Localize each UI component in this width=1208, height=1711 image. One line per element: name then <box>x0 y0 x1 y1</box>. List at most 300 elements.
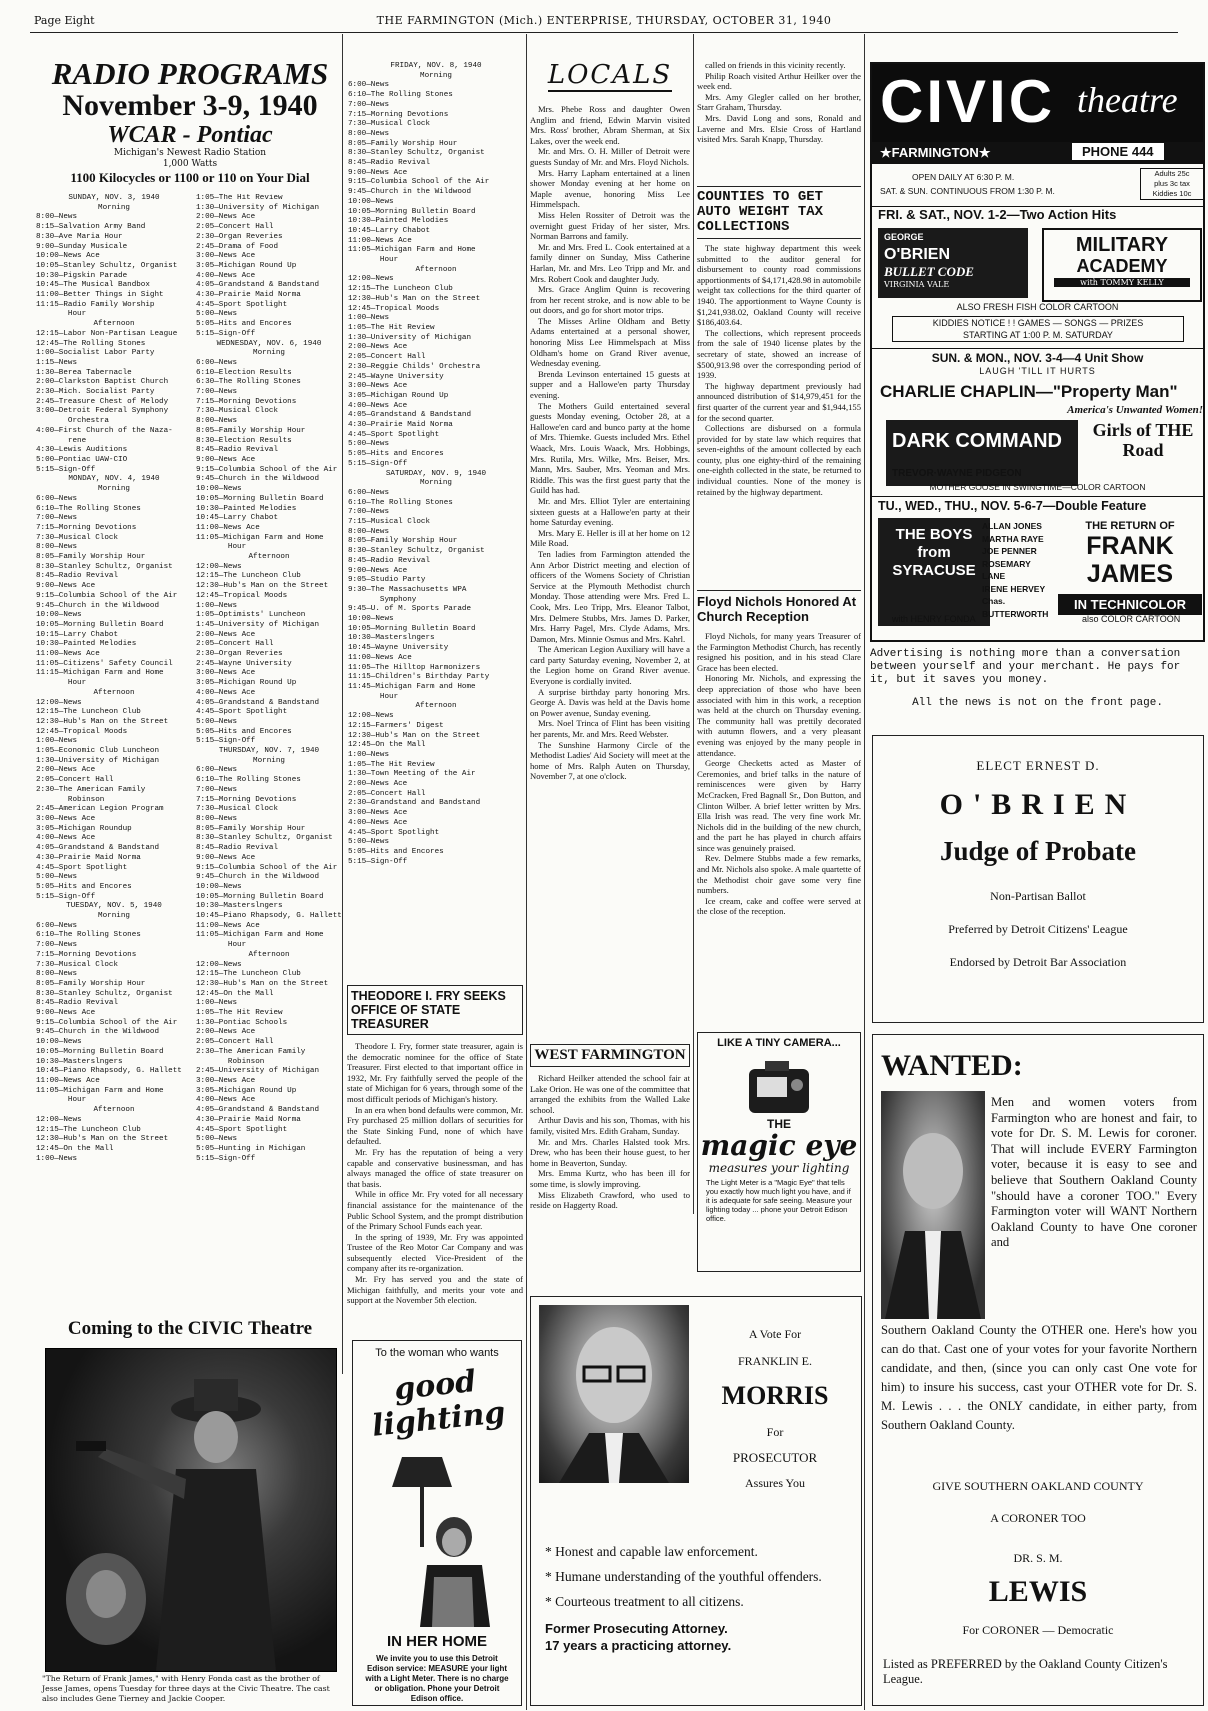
schedule-item: 8:00—News <box>36 213 78 222</box>
schedule-item: 10:30—Painted Melodies <box>36 640 137 649</box>
schedule-column-a <box>36 194 192 1304</box>
schedule-item: 6:00—News <box>196 358 238 367</box>
return-frank-james: THE RETURN OF FRANK JAMES IN TECHNICOLOR <box>1058 520 1202 615</box>
schedule-item: 5:00—News <box>348 440 390 449</box>
schedule-item: 12:00—News <box>36 1115 82 1124</box>
schedule-item: 6:00—News <box>348 488 390 497</box>
civic-laugh: LAUGH 'TILL IT HURTS <box>979 366 1096 376</box>
schedule-item: 10:00—News <box>348 197 394 206</box>
schedule-item: 7:15—Morning Devotions <box>36 523 137 532</box>
schedule-item: 9:00—News Ace <box>348 168 408 177</box>
schedule-item: 5:15—Sign-Off <box>196 1154 256 1163</box>
civic-chaplin: CHARLIE CHAPLIN—"Property Man" <box>880 382 1178 401</box>
schedule-item: 12:15—Farmers' Digest <box>348 721 444 730</box>
schedule-item: 2:30—The American Family <box>36 785 146 794</box>
schedule-item: 2:05—Concert Hall <box>348 789 426 798</box>
radio-dial: 1100 Kilocycles or 1100 or 110 on Your Dial <box>70 170 310 185</box>
civic-banner <box>872 64 1203 142</box>
schedule-item: 9:15—Columbia School of the Air <box>36 591 178 600</box>
paragraph: Honoring Mr. Nichols, and expressing the deep appreciation of those who have been associated with him in this work, a reception was held at the church on Thursday evening. The community hall was prettily decorated with autumn flowers, and a very pleasant evening was enjoyed by the many people in attendance. <box>697 673 861 758</box>
light-meter-icon <box>739 1055 819 1117</box>
schedule-item: 8:00—News <box>348 129 390 138</box>
paragraph: The Mothers Guild entertained several guests Monday evening, October 28, at a Hallowe'en card and bunco party at the home of Mrs. Thiemke. Guests included Mrs. Ethel Waack, Mrs. Louis Waack, Mrs. Hobbings, Mrs. Rutila, Mrs. Wilke, Mrs. Beiser, Mrs. Mann, Mrs. Sauber, Mrs. Yeoman and Mrs. Riddle. This was the first guest party that the Guild has had. <box>530 400 690 496</box>
schedule-period: Morning <box>420 479 452 488</box>
schedule-item: 5:00—Pontiac UAW-CIO <box>36 455 128 464</box>
schedule-item: 6:00—News <box>348 81 390 90</box>
wanted-p2: Southern Oakland County the OTHER one. Here's how you can do that. Cast one of your votes for your favorite Northern candidate, and then, (since you can only cast One vote for him) to insure his success, cast your OTHER vote for Dr. S. M. Lewis . . . the ONLY candidate, in either party, from Southern Oakland County. <box>881 1323 1197 1432</box>
schedule-item: 11:05—Michigan Farm and Home <box>196 533 324 542</box>
schedule-item: 8:05—Family Worship Hour <box>196 824 306 833</box>
schedule-item: 2:30—Reggie Childs' Orchestra <box>348 362 481 371</box>
west-farmington-body <box>530 1073 690 1211</box>
paragraph: Philip Roach visited Arthur Heilker over the week end. <box>697 70 861 92</box>
schedule-item: 11:00—News Ace <box>36 1076 100 1085</box>
schedule-item: 8:05—Family Worship Hour <box>196 426 306 435</box>
schedule-item: 2:45—Drama of Food <box>196 242 279 251</box>
paragraph: Mrs. Harry Lapham entertained at a linen shower Monday evening at her home on Maple avenue, honoring Miss Lee Himmelspach. <box>530 167 690 210</box>
obrien-end: Endorsed by Detroit Bar Association <box>949 955 1127 969</box>
morris-bullet-1: * Honest and capable law enforcement. <box>545 1544 758 1559</box>
news-not-front-page: All the news is not on the front page. <box>912 697 1163 709</box>
woman-lamp-illustration-icon <box>382 1447 492 1627</box>
schedule-item: 1:30—University of Michigan <box>348 333 472 342</box>
civic-town-row <box>872 142 1203 164</box>
schedule-period: Afternoon <box>248 950 290 959</box>
schedule-item: 5:15—Sign-Off <box>348 459 408 468</box>
schedule-item: 11:15—Radio Family Worship <box>36 300 155 309</box>
morris-office: PROSECUTOR <box>732 1450 818 1465</box>
civic-kiddies: KIDDIES NOTICE ! ! GAMES — SONGS — PRIZES STARTING AT 1:00 P. M. SATURDAY <box>892 316 1184 342</box>
schedule-item: 7:30—Musical Clock <box>196 805 279 814</box>
obrien-name: O'BRIEN <box>939 788 1137 821</box>
schedule-item: 4:45—Sport Spotlight <box>196 1125 288 1134</box>
civic-hours: OPEN DAILY AT 6:30 P. M. SAT. & SUN. CONTINUOUS FROM 1:30 P. M. Adults 25c plus 3c tax Kiddies 10c <box>872 168 1203 202</box>
paragraph: Mrs. Emma Kurtz, who has been ill for some time, is slowly improving. <box>530 1168 690 1189</box>
schedule-item: 6:30—The Rolling Stones <box>196 378 301 387</box>
schedule-item: 2:30—Organ Reveries <box>196 650 283 659</box>
schedule-item: 5:15—Sign-Off <box>348 857 408 866</box>
schedule-item: 2:00—News Ace <box>196 630 256 639</box>
schedule-item: 5:00—News <box>36 873 78 882</box>
schedule-item: 12:45—The Rolling Stones <box>36 339 146 348</box>
schedule-item: 8:45—Radio Revival <box>36 999 119 1008</box>
morris-ad <box>530 1296 862 1706</box>
paragraph: In an era when bond defaults were common, Mr. Fry purchased 25 million dollars of securities for the State Sinking Fund, none of which have defaulted. <box>347 1104 523 1147</box>
paragraph: The highway department previously had announced distribution of $14,979,451 for the first quarter of the current year and $1,944,155 for the second quarter. <box>697 380 861 423</box>
civic-fish: ALSO FRESH FISH COLOR CARTOON <box>956 302 1119 312</box>
schedule-item: 2:00—News Ace <box>348 780 408 789</box>
schedule-item: 2:45—American Legion Program <box>36 805 164 814</box>
schedule-item: 12:30—Hub's Man on the Street <box>196 979 329 988</box>
schedule-item: 1:05—The Hit Review <box>348 323 435 332</box>
schedule-item: 12:30—Hub's Man on the Street <box>196 582 329 591</box>
civic-theatre-word: theatre <box>1077 80 1178 120</box>
schedule-item: 8:45—Radio Revival <box>196 446 279 455</box>
radio-watts: 1,000 Watts <box>162 159 218 169</box>
schedule-item: 6:10—Election Results <box>196 368 292 377</box>
schedule-column-c <box>348 62 524 992</box>
civic-name: CIVIC <box>880 68 1056 135</box>
schedule-period: Morning <box>253 349 285 358</box>
schedule-item: 12:15—Labor Non-Partisan League <box>36 329 178 338</box>
schedule-item: 11:00—News Ace <box>348 653 412 662</box>
schedule-day: SATURDAY, NOV. 9, 1940 <box>385 469 487 478</box>
paragraph: Miss Helen Rossiter of Detroit was the overnight guest Friday of her sister, Mrs. Norman Barrons and family. <box>530 209 690 242</box>
schedule-item: 2:05—Concert Hall <box>196 1038 274 1047</box>
schedule-item: 7:00—News <box>36 941 78 950</box>
radio-title: RADIO PROGRAMS <box>51 58 329 91</box>
cowboy-figure-icon <box>46 1349 336 1671</box>
schedule-item: 11:00—News Ace <box>348 236 412 245</box>
obrien-ballot: Non-Partisan Ballot <box>990 889 1086 903</box>
schedule-item: 9:45—Church in the Wildwood <box>196 873 320 882</box>
schedule-period: Morning <box>420 71 452 80</box>
paragraph: Mr. Fry has served you and the state of Michigan faithfully, and merits your vote and support at the November 5th election. <box>347 1274 523 1306</box>
schedule-item: 10:05—Stanley Schultz, Organist <box>36 261 178 270</box>
schedule-item: 7:15—Musical Clock <box>348 518 431 527</box>
paragraph: Mrs. Phebe Ross and daughter Owen Anglim and friend, Edwin Marvin visited Mrs. Ross' brother, Abram Sherman, at Six Lakes, over the week end. <box>530 104 690 146</box>
schedule-item: Hour <box>348 256 399 265</box>
schedule-item: 5:05—Hits and Encores <box>36 882 132 891</box>
schedule-item: 8:00—News <box>36 543 78 552</box>
schedule-item: 11:45—Michigan Farm and Home <box>348 683 476 691</box>
civic-sun: SUN. & MON., NOV. 3-4—4 Unit Show <box>872 348 1203 365</box>
schedule-item: 8:15—Salvation Army Band <box>36 223 146 232</box>
wanted-lewis: LEWIS <box>988 1575 1088 1608</box>
schedule-item: 4:45—Sport Spotlight <box>348 828 440 837</box>
civic-trevor: TREVOR·WAYNE PIDGEON <box>892 468 1022 479</box>
schedule-item: 5:05—Hits and Encores <box>196 727 292 736</box>
paragraph: Rev. Delmere Stubbs made a few remarks, and Mr. Nichols also spoke. A male quartette of the Methodist choir gave some very fine numbers. <box>697 853 861 896</box>
paragraph: Mrs. Mary E. Heller is ill at her home on 12 Mile Road. <box>530 527 690 549</box>
schedule-item: 2:05—Concert Hall <box>196 640 274 649</box>
cast-member: ALLAN JONES <box>982 521 1042 531</box>
schedule-item: 12:15—The Luncheon Club <box>196 970 301 979</box>
schedule-day: MONDAY, NOV. 4, 1940 <box>68 475 160 484</box>
schedule-item: 12:30—Hub's Man on the Street <box>36 717 169 726</box>
schedule-item: 4:05—Grandstand & Bandstand <box>196 698 320 707</box>
schedule-item: 12:45—Tropical Moods <box>36 727 128 736</box>
morris-l6: Assures You <box>744 1476 806 1490</box>
schedule-item: 4:45—Sport Spotlight <box>196 300 288 309</box>
page-number: Page Eight <box>34 14 95 27</box>
coming-caption: "The Return of Frank James," with Henry Fonda cast as the brother of Jesse James, opens Tuesday for three days at the Civic Theatre. The cast also includes Gene Tierney and Jackie Cooper. <box>42 1674 330 1703</box>
schedule-item: 8:00—News <box>348 527 390 536</box>
morris-l1: A Vote For <box>748 1327 802 1341</box>
schedule-item: 12:45—On the Mall <box>196 989 274 998</box>
schedule-item: 10:05—Morning Bulletin Board <box>196 892 324 901</box>
schedule-item: 11:05—Michigan Farm and Home <box>36 1086 164 1095</box>
schedule-item: 10:30—Painted Melodies <box>348 217 449 226</box>
column-rule <box>526 34 527 1710</box>
schedule-item: 12:00—News <box>348 712 394 721</box>
paragraph: Mr. and Mrs. Fred L. Cook entertained at a family dinner on Sunday, Miss Catherine Harlan, Mr. and Mrs. Leo Tripp and Mr. and Mrs. Robert Cook and daughter Judy. <box>530 241 690 284</box>
schedule-item: 8:45—Radio Revival <box>196 844 279 853</box>
schedule-item: 1:00—News <box>348 750 390 759</box>
column-rule <box>342 34 343 1374</box>
paragraph: While in office Mr. Fry voted for all necessary financial assistance for the maintenance of the Public School System, and the prompt distribution of the Primary School Funds each year. <box>347 1189 523 1232</box>
schedule-item: 4:00—News Ace <box>348 818 408 827</box>
schedule-item: 11:00—News Ace <box>196 523 260 532</box>
schedule-item: 6:10—The Rolling Stones <box>348 91 453 100</box>
schedule-item: 6:10—The Rolling Stones <box>36 504 141 513</box>
schedule-item: 10:05—Morning Bulletin Board <box>348 207 476 216</box>
schedule-item: 3:05—Michigan Round Up <box>196 261 297 270</box>
schedule-item: 8:30—Stanley Schultz, Organist <box>36 562 173 571</box>
schedule-item: 2:05—Concert Hall <box>196 223 274 232</box>
schedule-item: 7:30—Musical Clock <box>36 533 119 542</box>
schedule-item: 2:05—Concert Hall <box>348 353 426 362</box>
wanted-coroner: A CORONER TOO <box>990 1511 1086 1525</box>
counties-headline: COUNTIES TO GET AUTO WEIGHT TAX COLLECTIONS <box>697 186 861 239</box>
schedule-period: Afternoon <box>248 553 290 562</box>
schedule-item: 1:15—News <box>36 358 78 367</box>
schedule-item: 10:45—Wayne University <box>348 644 449 653</box>
nichols-headline: Floyd Nichols Honored At Church Reception <box>697 590 861 627</box>
schedule-item: 12:30—Hub's Man on the Street <box>348 731 481 740</box>
schedule-item: 1:05—The Hit Review <box>196 194 283 202</box>
wanted-dr: DR. S. M. <box>1013 1551 1063 1565</box>
schedule-item: 6:00—News <box>36 494 78 503</box>
schedule-item: 10:45—Larry Chabot <box>196 514 279 523</box>
schedule-item: 9:30—The Massachusetts WPA <box>348 585 467 594</box>
paragraph: Mr. and Mrs. Elliot Tyler are entertaining sixteen guests at a Hallowe'en party at their home Saturday evening. <box>530 495 690 528</box>
radio-station: WCAR - Pontiac <box>107 122 273 148</box>
paragraph: Mrs. Grace Anglim Quinn is recovering from her recent stroke, and is now able to be out doors, and go for short motor trips. <box>530 284 690 316</box>
schedule-item: 2:05—Concert Hall <box>36 776 114 785</box>
schedule-item: 4:00—First Church of the Naza- <box>36 426 173 435</box>
civic-unwanted: America's Unwanted Women! <box>1067 404 1203 416</box>
paragraph: Floyd Nichols, for many years Treasurer of the Farmington Methodist Church, has recently resigned his position, and in his stead Clare Grace has been elected. <box>697 631 861 673</box>
paragraph: Miss Elizabeth Crawford, who used to reside on Haggerty Road. <box>530 1189 690 1211</box>
morris-f1: Former Prosecuting Attorney. <box>545 1621 728 1636</box>
schedule-item: 5:05—Hits and Encores <box>348 847 444 856</box>
paragraph: The American Legion Auxiliary will have a card party Saturday evening, November 2, at the Legion home on Grand River avenue. Everyone is cordially invited. <box>530 644 690 687</box>
schedule-item: 12:00—News <box>196 960 242 969</box>
counties-article <box>697 186 861 526</box>
schedule-item: 9:45—U. of M. Sports Parade <box>348 605 472 614</box>
schedule-item: 6:00—News <box>196 766 238 775</box>
schedule-item: 8:45—Radio Revival <box>36 572 119 581</box>
schedule-item: 5:15—Sign-Off <box>196 737 256 746</box>
paragraph: In the spring of 1939, Mr. Fry was appointed Trustee of the Reo Motor Car Company and was subsequently elected Vice-President of the company after its re-organization. <box>347 1231 523 1274</box>
schedule-item: 1:30—University of Michigan <box>196 203 320 212</box>
schedule-day: SUNDAY, NOV. 3, 1940 <box>68 194 160 202</box>
schedule-item: 9:00—News Ace <box>348 566 408 575</box>
coming-heading: Coming to the CIVIC Theatre <box>67 1318 313 1339</box>
schedule-item: 2:00—News Ace <box>196 213 256 222</box>
schedule-item: 12:30—Hub's Man on the Street <box>348 294 481 303</box>
schedule-period: Afternoon <box>93 688 135 697</box>
schedule-item: Hour <box>36 1096 87 1105</box>
schedule-item: 3:05—Michigan Round Up <box>196 679 297 688</box>
schedule-item: 9:00—News Ace <box>196 455 256 464</box>
schedule-item: 5:00—News <box>196 1135 238 1144</box>
schedule-item: 1:00—News <box>196 601 238 610</box>
schedule-item: 10:00—News <box>196 882 242 891</box>
schedule-item: 2:30—Organ Reveries <box>196 232 283 241</box>
lighting-body: We invite you to use this Detroit Edison service: MEASURE your light with a Light Meter. There is no charge or obligation. Phone your Detroit Edison office. <box>365 1654 509 1703</box>
schedule-item: 7:15—Morning Devotions <box>36 950 137 959</box>
schedule-day: THURSDAY, NOV. 7, 1940 <box>218 747 320 756</box>
schedule-item: 5:05—Hits and Encores <box>196 320 292 329</box>
morris-l2: FRANKLIN E. <box>738 1354 812 1368</box>
schedule-period: Afternoon <box>415 702 457 711</box>
paragraph: George Checketts acted as Master of Ceremonies, and brief talks in the nature of reminiscences were given by Harry McCracken, Fred Bagnall Sr., Don Button, and Clinton Wilber. A brief letter written by Mrs. Ella Irish was read. The very fine work Mr. Nichols did in the building of the new church, and the part he has played in church affairs since was genuinely praised. <box>697 758 861 853</box>
schedule-item: 2:45—Wayne University <box>348 372 444 381</box>
nichols-article <box>697 590 861 1030</box>
fry-body <box>347 1041 523 1306</box>
schedule-item: 3:00—News Ace <box>348 382 408 391</box>
camera-script: magic eye <box>700 1129 858 1162</box>
schedule-item: 8:00—News <box>36 970 78 979</box>
schedule-item: 8:00—News <box>196 815 238 823</box>
wanted-give: GIVE SOUTHERN OAKLAND COUNTY <box>932 1479 1144 1493</box>
obrien-ad <box>872 735 1204 1023</box>
locals-body <box>530 104 690 782</box>
schedule-item: 8:45—Radio Revival <box>348 159 431 168</box>
paragraph: Richard Heilker attended the school fair at Lake Orion. He was one of the committee that arranged the exhibits from the Walled Lake school. <box>530 1073 690 1115</box>
schedule-item: Hour <box>348 692 399 701</box>
schedule-item: Robinson <box>196 1057 265 1066</box>
coming-to-civic <box>40 1318 340 1706</box>
schedule-item: 1:05—Optimists' Luncheon <box>196 611 306 620</box>
wanted-p1: Men and women voters from Farmington who are honest and fair, to vote for Dr. S. M. Lewis for coroner. That will include EVERY Farmington voter, because it is easy to see and believe that Southern Oakland County "should have a coroner TOO." Every Farmington voter will WANT Northern Oakland County to have One coroner and <box>991 1095 1197 1250</box>
schedule-item: 4:00—News Ace <box>36 834 96 843</box>
schedule-item: 3:00—News Ace <box>196 669 256 678</box>
west-farmington <box>530 1044 690 1254</box>
paragraph: Ice cream, cake and coffee were served at the close of the reception. <box>697 895 861 917</box>
paragraph: Mrs. Amy Glegler called on her brother, Starr Graham, Thursday. <box>697 91 861 113</box>
schedule-item: Hour <box>196 941 247 950</box>
schedule-item: 10:45—Piano Rhapsody, G. Hallett <box>196 912 342 921</box>
locals-column <box>530 60 690 1060</box>
schedule-item: 9:15—Columbia School of the Air <box>196 863 338 872</box>
schedule-item: 10:30—Masterslngers <box>348 634 435 643</box>
schedule-item: 8:30—Stanley Schultz, Organist <box>348 149 485 158</box>
schedule-item: Orchestra <box>36 417 109 426</box>
schedule-item: 4:05—Grandstand & Bandstand <box>348 411 472 420</box>
radio-tagline: Michigan's Newest Radio Station <box>113 148 267 158</box>
schedule-item: 10:30—Painted Melodies <box>196 504 297 513</box>
schedule-item: 1:05—The Hit Review <box>348 760 435 769</box>
fry-article <box>347 985 523 1335</box>
schedule-item: 7:15—Morning Devotions <box>348 110 449 119</box>
schedule-item: 7:00—News <box>348 100 390 109</box>
schedule-day: WEDNESDAY, NOV. 6, 1940 <box>216 339 322 348</box>
schedule-item: 3:00—News Ace <box>348 809 408 818</box>
schedule-item: 1:45—University of Michigan <box>196 620 320 629</box>
paragraph: The state highway department this week submitted to the auditor general for disbursement to county road commissions apportionments of $4,171,428.98 in automobile weight tax collections for the third quarter of 1940. The apportionment to Wayne County is $1,241,938.02, Oakland County will receive $186,403.64. <box>697 243 861 328</box>
civic-tue: TU., WED., THU., NOV. 5-6-7—Double Feature <box>872 496 1205 513</box>
schedule-item: 11:05—Citizens' Safety Council <box>36 659 173 668</box>
schedule-item: 10:05—Morning Bulletin Board <box>196 494 324 503</box>
schedule-item: 10:00—News <box>36 611 82 620</box>
schedule-item: 8:30—Stanley Schultz, Organist <box>36 989 173 998</box>
schedule-item: 11:00—Better Things in Sight <box>36 291 164 300</box>
schedule-item: 2:00—News Ace <box>348 343 408 352</box>
boys-syracuse-poster: THE BOYS from SYRACUSE <box>878 518 990 626</box>
schedule-item: 11:05—Michigan Farm and Home <box>348 246 476 255</box>
schedule-item: 10:05—Morning Bulletin Board <box>348 624 476 633</box>
paragraph: Ten ladies from Farmington attended the Ann Arbor District meeting and election of officers of the Womens Society of Christian Service at the Plymouth Methodist church Monday. Those attending were Mrs. Fred L. Cook, Mrs. Leo Tripp, Mrs. Eleanor Talbot, Mrs. Delmere Stubbs, Mrs. James D. Parker, Mrs. Harry Pagel, Mrs. Clyde Adams, Mrs. Damon, Mrs. Minnie Osmus and Mrs. Kahrl. <box>530 548 690 644</box>
schedule-item: 9:05—Studio Party <box>348 576 426 585</box>
morris-name: MORRIS <box>721 1381 829 1410</box>
schedule-item: 3:05—Michigan Roundup <box>36 824 132 833</box>
schedule-item: 8:05—Family Worship Hour <box>348 139 458 148</box>
schedule-item: 9:45—Church in the Wildwood <box>348 188 472 197</box>
schedule-item: 5:05—Hits and Encores <box>348 450 444 459</box>
schedule-period: Afternoon <box>415 265 457 274</box>
cast-member: JOE PENNER <box>982 546 1037 556</box>
schedule-item: 4:45—Sport Spotlight <box>36 863 128 872</box>
schedule-day: TUESDAY, NOV. 5, 1940 <box>66 902 162 911</box>
schedule-item: 6:10—The Rolling Stones <box>348 498 453 507</box>
girls-of-road-title: Girls of THE Road <box>1092 420 1194 460</box>
schedule-item: 10:45—Larry Chabot <box>348 226 431 235</box>
lighting-script: good lighting <box>370 1363 508 1444</box>
lewis-portrait-icon <box>881 1091 985 1319</box>
schedule-item: 9:15—Columbia School of the Air <box>36 1018 178 1027</box>
paragraph: Collections are disbursed on a formula provided for by state law which requires that seven-eighths of the amount collected by each county, plus one eighty-third of the remaining one-eighth collected in the state, be returned to individual counties. None of the money is retained by the highway department. <box>697 423 861 497</box>
schedule-item: Hour <box>36 310 87 319</box>
schedule-item: 11:00—News Ace <box>36 650 100 659</box>
schedule-item: 5:15—Sign-Off <box>196 329 256 338</box>
schedule-item: 3:00—News Ace <box>196 252 256 261</box>
paragraph: Mrs. David Long and sons, Ronald and Laverne and Mrs. Elsie Cross of Hartland visited Mrs. Sarah Knapp, Thursday. <box>697 112 861 145</box>
paragraph: Mr. Fry has the reputation of being a very capable and conservative businessman, and has always managed the office of state treasurer on that basis. <box>347 1146 523 1189</box>
schedule-item: 12:00—News <box>36 698 82 707</box>
schedule-item: 9:45—Church in the Wildwood <box>36 601 160 610</box>
schedule-item: 9:00—Sunday Musicale <box>36 242 128 251</box>
schedule-item: 10:30—Pigskin Parade <box>36 271 128 280</box>
schedule-item: 10:00—News <box>196 485 242 494</box>
schedule-item: Robinson <box>36 795 105 804</box>
schedule-item: 4:45—Sport Spotlight <box>348 430 440 439</box>
schedule-item: 7:15—Morning Devotions <box>196 795 297 804</box>
schedule-item: 12:15—The Luncheon Club <box>348 285 453 294</box>
schedule-item: 9:15—Columbia School of the Air <box>196 465 338 474</box>
schedule-item: 1:30—Town Meeting of the Air <box>348 770 476 779</box>
civic-fri: FRI. & SAT., NOV. 1-2—Two Action Hits <box>872 206 1205 222</box>
advertising-note <box>870 648 1205 728</box>
wanted-ad <box>872 1034 1204 1706</box>
schedule-item: 11:05—Michigan Farm and Home <box>196 931 324 940</box>
paragraph: Mr. and Mrs. Charles Halsted took Mrs. Drew, who has been their house guest, to her home in Beaverton, Sunday. <box>530 1136 690 1168</box>
schedule-item: 6:10—The Rolling Stones <box>36 931 141 940</box>
military-academy-poster: MILITARY ACADEMY with TOMMY KELLY <box>1042 228 1202 302</box>
schedule-item: 10:45—Piano Rhapsody, G. Hallett <box>36 1067 182 1076</box>
schedule-item: 12:00—News <box>348 275 394 284</box>
morris-portrait-icon <box>539 1305 689 1483</box>
nichols-body <box>697 631 861 917</box>
schedule-period: Morning <box>98 485 130 494</box>
schedule-item: 7:15—Morning Devotions <box>196 397 297 406</box>
schedule-item: Symphony <box>348 595 417 604</box>
paragraph: A surprise birthday party honoring Mrs. George A. Davis was held at the Davis home on Power avenue, Sunday evening. <box>530 686 690 718</box>
bullet-code-poster-icon: GEORGE O'BRIEN BULLET CODE VIRGINIA VALE <box>878 228 1028 298</box>
schedule-period: Afternoon <box>93 320 135 329</box>
schedule-item: 4:30—Lewis Auditions <box>36 446 128 455</box>
schedule-item: 12:30—Hub's Man on the Street <box>36 1135 169 1144</box>
schedule-item: 10:15—Larry Chabot <box>36 630 119 639</box>
obrien-pref: Preferred by Detroit Citizens' League <box>948 922 1128 936</box>
schedule-item: 8:30—Ave Maria Hour <box>36 232 123 241</box>
schedule-item: 4:05—Grandstand & Bandstand <box>196 281 320 290</box>
schedule-item: 9:15—Columbia School of the Air <box>348 178 490 187</box>
schedule-item: 10:00—News <box>36 1038 82 1047</box>
civic-theatre-ad: CIVIC theatre ★FARMINGTON★ PHONE 444 OPEN DAILY AT 6:30 P. M. SAT. & SUN. CONTINUOUS FROM 1:30 P. M. Adults 25c plus 3c tax Kiddies 10c FRI. & SAT., NOV. 1-2—Two Action Hits GEORGE O'BRIEN BULLET CODE VIRGINIA VALE MILITARY ACADEMY with TOMMY KELLY ALSO FRESH FISH COLOR CARTOON KIDDIES NOTICE ! ! GAMES — SONGS — PRIZES STARTING AT 1:00 P. M. SATURDAY SUN. & MON., NOV. 3-4—4 Unit Show LAUGH 'TILL IT HURTS CHARLIE CHAPLIN—"Property Man" America's Unwanted Women! DARK COMMAND Girls of THE Road TREVOR·WAYNE PIDGEON MOTHER GOOSE IN SWINGTIME—COLOR CARTOON TU., WED., THU., NOV. 5-6-7—Double Feature THE BOYS from SYRACUSE ALLAN JONES MARTHA RAYE JOE PENNER ROSEMARY LANE IRENE HERVEY Chas. BUTTERWORTH THE RETURN OF FRANK JAMES IN TECHNICOLOR with HENRY FONDA also COLOR CARTOON <box>870 62 1205 642</box>
